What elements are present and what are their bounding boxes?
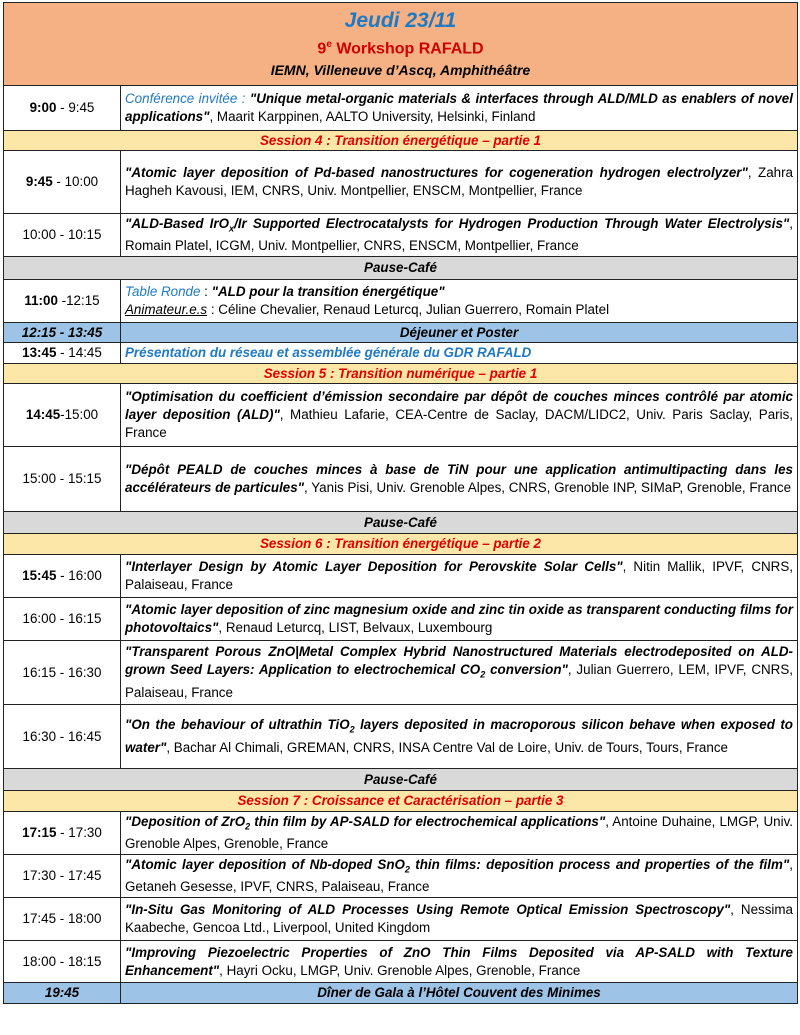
program-table [3,2,798,1004]
pause-label: Pause-Café [4,769,798,791]
time-slot: 16:15 - 16:30 [4,641,121,705]
session-title: Session 7 : Croissance et Caractérisation – partie 3 [4,791,798,812]
day-title: Jeudi 23/11 [344,8,457,32]
lunch-label: Déjeuner et Poster [121,323,798,343]
pause-row [4,769,798,791]
talk-entry: "ALD-Based IrO$_x$/Ir Supported Electrocatalysts for Hydrogen Production Through Water Electrolysis", Romain Platel, ICGM, Univ. Montpellier, CNRS, ENSCM, Montpellier, France [121,214,798,257]
session-title: Session 4 : Transition énergétique – partie 1 [4,131,798,151]
time-slot: 12:15 - 13:45 [4,323,121,343]
time-slot: 17:30 - 17:45 [4,855,121,898]
talk-entry: "Atomic layer deposition of zinc magnesium oxide and zinc tin oxide as transparent conducting films for photovoltaics", Renaud Leturcq, LIST, Belvaux, Luxembourg [121,598,798,641]
talk-entry: "Improving Piezoelectric Properties of ZnO Thin Films Deposited via AP-SALD with Texture Enhancement", Hayri Ocku, LMGP, Univ. Grenoble Alpes, Grenoble, France [121,941,798,983]
lunch-row [4,323,798,343]
talk-entry: "Deposition of ZrO$_2$ thin film by AP-SALD for electrochemical applications", Antoine Duhaine, LMGP, Univ. Grenoble Alpes, Grenoble, France [121,812,798,855]
program-row [4,598,798,641]
program-row [4,214,798,257]
talk-entry: "Interlayer Design by Atomic Layer Deposition for Perovskite Solar Cells", Nitin Mallik, IPVF, CNRS, Palaiseau, France [121,555,798,598]
time-slot: 10:00 - 10:15 [4,214,121,257]
location: IEMN, Villeneuve d’Ascq, Amphithéâtre [270,62,531,79]
program-row [4,280,798,323]
talk-entry: "Optimisation du coefficient d’émission secondaire par dépôt de couches minces contrôlé par atomic layer deposition (ALD)", Mathieu Lafarie, CEA-Centre de Saclay, DACM/LIDC2, Univ. Paris Saclay, Paris, France [121,384,798,447]
program-row [4,447,798,512]
time-slot: 15:45 - 16:00 [4,555,121,598]
program-row [4,812,798,855]
program-row [4,151,798,214]
dinner-label: Dîner de Gala à l’Hôtel Couvent des Minimes [121,983,798,1004]
time-slot: 11:00 -12:15 [4,280,121,323]
talk-entry: "Atomic layer deposition of Nb-doped SnO$_2$ thin films: deposition process and properties of the film", Getaneh Gesesse, IPVF, CNRS, Palaiseau, France [121,855,798,898]
talk-entry: "Dépôt PEALD de couches minces à base de TiN pour une application antimultipacting dans les accélérateurs de particules", Yanis Pisi, Univ. Grenoble Alpes, CNRS, Grenoble INP, SIMaP, Grenoble, France [121,447,798,512]
header-row [4,3,798,86]
session-row [4,131,798,151]
talk-entry: "In-Situ Gas Monitoring of ALD Processes Using Remote Optical Emission Spectroscopy", Nessima Kaabeche, Gencoa Ltd., Liverpool, United Kingdom [121,898,798,941]
session-title: Session 5 : Transition numérique – partie 1 [4,364,798,384]
session-title: Session 6 : Transition énergétique – partie 2 [4,534,798,555]
program-row [4,941,798,983]
program-row [4,898,798,941]
assembly-entry: Présentation du réseau et assemblée générale du GDR RAFALD [121,343,798,364]
dinner-row [4,983,798,1004]
program-header [4,3,798,86]
time-slot: 19:45 [4,983,121,1004]
time-slot: 18:00 - 18:15 [4,941,121,983]
program-row [4,86,798,131]
time-slot: 9:45 - 10:00 [4,151,121,214]
program-row [4,855,798,898]
program-row [4,384,798,447]
talk-entry: Conférence invitée : "Unique metal-organic materials & interfaces through ALD/MLD as enablers of novel applications", Maarit Karppinen, AALTO University, Helsinki, Finland [121,86,798,131]
session-row [4,791,798,812]
program-row [4,343,798,364]
pause-row [4,257,798,280]
session-row [4,534,798,555]
talk-entry: "Atomic layer deposition of Pd-based nanostructures for cogeneration hydrogen electrolyzer", Zahra Hagheh Kavousi, IEM, CNRS, Univ. Montpellier, ENSCM, Montpellier, France [121,151,798,214]
roundtable-entry: Table Ronde : "ALD pour la transition énergétique" Animateur.e.s : Céline Chevalier, Renaud Leturcq, Julian Guerrero, Romain Platel [121,280,798,323]
time-slot: 15:00 - 15:15 [4,447,121,512]
time-slot: 16:30 - 16:45 [4,705,121,769]
program-row [4,705,798,769]
program-row [4,555,798,598]
time-slot: 9:00 - 9:45 [4,86,121,131]
talk-entry: "On the behaviour of ultrathin TiO$_2$ layers deposited in macroporous silicon behave when exposed to water", Bachar Al Chimali, GREMAN, CNRS, INSA Centre Val de Loire, Univ. de Tours, Tours, France [121,705,798,769]
pause-label: Pause-Café [4,512,798,534]
workshop-title: 9e Workshop RAFALD [317,38,484,58]
talk-entry: "Transparent Porous ZnO|Metal Complex Hybrid Nanostructured Materials electrodeposited on ALD-grown Seed Layers: Application to electrochemical $CO_2$ conversion", Julian Guerrero, LEM, IPVF, CNRS, Palaiseau, France [121,641,798,705]
time-slot: 17:15 - 17:30 [4,812,121,855]
program-row [4,641,798,705]
pause-row [4,512,798,534]
time-slot: 13:45 - 14:45 [4,343,121,364]
time-slot: 17:45 - 18:00 [4,898,121,941]
time-slot: 14:45-15:00 [4,384,121,447]
time-slot: 16:00 - 16:15 [4,598,121,641]
session-row [4,364,798,384]
pause-label: Pause-Café [4,257,798,280]
